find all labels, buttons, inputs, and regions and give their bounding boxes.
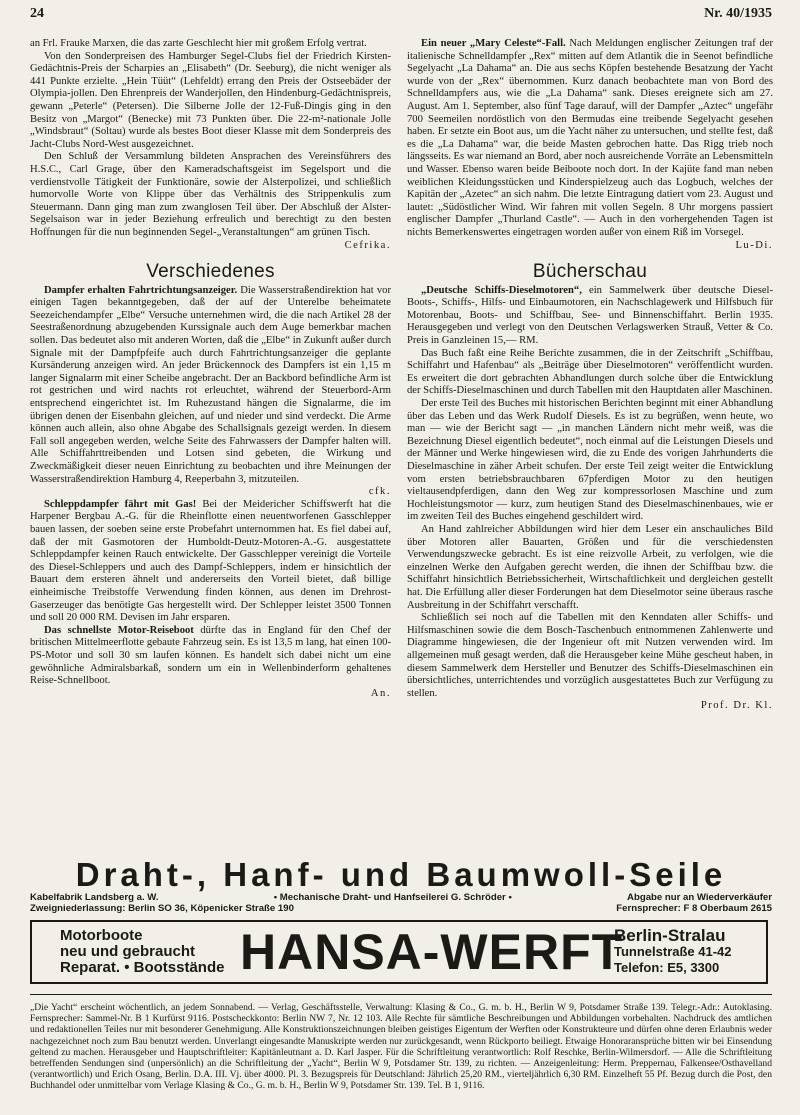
ad-phone: Fernsprecher: F 8 Oberbaum 2615 — [616, 903, 772, 914]
article-paragraph — [407, 38, 773, 240]
book-title: „Deutsche Schiffs-Dieselmotoren“, — [421, 284, 582, 296]
article-paragraph — [30, 499, 391, 625]
page-number: 24 — [30, 6, 44, 21]
ad-company-secondary: • Mechanische Draht- und Hanfseilerei G. Schröder • — [273, 892, 512, 903]
review-paragraph: Der erste Teil des Buches mit historischen Berichten beginnt mit einer Abhandlung über das Leben und das Werk Rudolf Diesels. Es ist zu begrüßen, wenn heute, wo man — wie der Bericht sagt — „in manchen Ländern nicht mehr weiß, was die Bezeichnung Diesel eigentlich bedeutet“, noch einmal auf die Leistungen Diesels und der Männer und Werke hingewiesen wird, die zu Ende des vorigen Jahrhunderts die Dieselmaschine in zäher Arbeit schufen. Der erste Teil zeigt weiter die Entwicklung vom ersten betriebsbrauchbaren 67pferdigen Motor zu den heutigen vieltausendpferdigen, dann den Weg zur kompressorlosen Maschine und zum Hochleistungsmotor — kurz, zum heutigen Stand des Dieselmaschinenbaues, wie er im zweiten Teil des Buches eingehend geschildert wird. — [407, 398, 773, 523]
advertisement-ropes — [30, 856, 772, 914]
ad-brand: HANSA-WERFT — [240, 924, 624, 980]
ad-offer-line: neu und gebraucht — [60, 943, 195, 960]
section-title-verschiedenes: Verschiedenes — [146, 261, 275, 283]
left-column — [30, 38, 391, 700]
article-lead: Ein neuer „Mary Celeste“-Fall. — [421, 38, 566, 49]
review-paragraph: An Hand zahlreicher Abbildungen wird hier dem Leser ein anschauliches Bild über Motoren aller Bauarten, Größen und für die verschiedensten Verwendungszwecke gebracht. Es ist eine reizvolle Arbeit, zu verfolgen, wie die einzelnen Werke den Aufgaben gerecht werden, die ihnen der Schiffbau bzw. die Schiffahrt hinsichtlich Betriebssicherheit, Wirtschaftlichkeit und dergleichen gestellt hat. Die Erfüllung aller dieser Forderungen hat dem Dieselmotor seine überaus rasche Ausbreitung in der Schiffahrt verschafft. — [407, 523, 773, 611]
paragraph: Den Schluß der Versammlung bildeten Ansprachen des Vereinsführers des H.S.C., Carl Grage, über den Kameradschaftsgeist im Segelsport und die verdienstvolle Tätigkeit der Funktionäre, sowie der Alsterpolizei, und schließlich humorvolle Worte von Klippe über das Verhältnis des Strippenkulis zum Steuermann. Dann ging man zum zwanglosen Teil über. Der Abschluß der Alster-Segelsaison war in jeder Beziehung erfreulich und berechtigt zu den besten Hoffnungen für die nun beginnenden Segel-„Veranstaltungen“ am grünen Tisch. — [30, 151, 391, 238]
article-text: dürfte das in England für den Chef der britischen Mittelmeerflotte gebaute Fahrzeug sein. Es ist 13,5 m lang, hat einen 100-PS-Motor und soll 30 sm laufen können. Es handelt sich dabei nicht um eine gewöhnliche Admiralsbarkaß, sondern um ein in Wellenbinderform gehaltenes Reise-Schnellboot. — [30, 624, 391, 687]
author-signature: cfk. — [368, 486, 391, 498]
review-text: ein Sammelwerk über deutsche Diesel-Boots-, Schiffs-, Hilfs- und Einbaumotoren, ein Nachschlagewerk und Hilfsbuch für Motorenbau, Boots- und Schiffbau, See- und Binnenschiffahrt. Berlin 1935. Herausgegeben und verlegt von den Deutschen Verlagswerken Strauß, Vetter & Co. Preis in Ganzleinen 15,— RM. — [407, 284, 773, 347]
article-text: Bei der Meidericher Schiffswerft hat die Harpener Bergbau A.-G. für die Rheinflotte einen neuentworfenen Gasschlepper bauen lassen, der soeben seine erste Probefahrt unternommen hat. Es fiel dabei auf, daß der mit Gasmotoren der Humboldt-Deutz-Motoren-A.-G. ausgestattete Schleppdampfer keinen Rauch entwickelte. Der Gasschlepper vereinigt die Vorteile des Diesel-Schleppers und auch des Dampf-Schleppers, indem er hinsichtlich der Bauart dem ersteren ähnelt und andererseits den Vorteil bietet, daß billige einheimische Treibstoffe Verwendung finden können, aus denen im Drehrost-Gaserzeuger das benötigte Gas hergestellt wird. Der Schlepper leistet 3500 Tonnen und soll 20 000 RM. Devisen im Jahr ersparen. — [30, 498, 392, 624]
review-paragraph — [407, 285, 773, 348]
ad-phone: Telefon: E5, 3300 — [614, 960, 720, 975]
ad-offer-line: Motorboote — [60, 927, 143, 944]
review-paragraph: Das Buch faßt eine Reihe Berichte zusammen, die in der Zeitschrift „Schiffbau, Schiffahrt und Hafenbau“ als „Beiträge über Dieselmotoren“ veröffentlicht wurden. Es erweitert die dort gebrachten Abhandlungen durch solche über die Entwicklung der Schiffs-Dieselmaschinen und durch Tabellen mit den Hauptdaten aller Maschinen. — [407, 347, 773, 397]
review-paragraph: Schließlich sei noch auf die Tabellen mit den Kenndaten aller Schiffs- und Hilfsmaschinen sowie die dem Bosch-Taschenbuch entnommenen Zahlenwerte und Diagramme hingewiesen, die der Ingenieur oft mit Nutzen verwenden wird. Im allgemeinen muß gesagt werden, daß die Herausgeber keine Mühe gescheut haben, in diesem Sammelwerk dem Hersteller und Benutzer des Schiffs-Dieselmaschinen ein übersichtliches, unterrichtendes und vorzüglich ausgestattetes Buch zur Verfügung zu stellen. — [407, 612, 773, 699]
article-lead: Dampfer erhalten Fahrtrichtungsanzeiger. — [44, 284, 238, 296]
right-column — [407, 38, 773, 713]
article-text: Die Wasserstraßendirektion hat vor einigen Tagen bekanntgegeben, daß der auf der Unterelbe beheimatete Seezeichendampfer „Elbe“ Versuche unternehmen wird, die die nach Artikel 28 der Seestraßenordnung abzugebenden Kurssignale auch dem Auge bemerkbar machen sollen. Das bedeutet also mit anderen Worten, daß die „Elbe“ in Zukunft außer durch Signale mit der Dampfpfeife auch durch Fahrtrichtungsanzeiger die geplante Kursänderung anzeigen wird. An jeder Brückennock des Dampfers ist ein 1,15 m langer Signalarm mit einer Scheibe angebracht. Der an Backbord befindliche Arm ist rot gestrichen und wird nachts rot erleuchtet, während der Steuerbord-Arm entsprechend eingerichtet ist. Im Ruhezustand hängen die Signalarme, die im übrigen denen der Eisenbahn gleichen, auf und nieder und sind verdeckt. Die Arme können auch allein, also ohne Abgabe des Schallsignals gezeigt werden. In diesem Fall soll angegeben werden, welche Seite des Fahrwassers der Dampfer halten will. Alle Schiffahrttreibenden und Lotsen sind gebeten, die Wirkung und Zweckmäßigkeit dieser neuen Einrichtung zu beobachten und ihre Meinungen der Wasserstraßendirektion Hamburg 4, Reeperbahn 3, mitzuteilen. — [30, 284, 391, 485]
ad-city: Berlin-Stralau — [614, 926, 726, 945]
author-signature: Cefrika. — [344, 239, 391, 251]
ad-headline: Draht-, Hanf- und Baumwoll-Seile — [75, 856, 727, 893]
ad-offer — [60, 928, 224, 976]
section-title-buecherschau: Bücherschau — [532, 261, 648, 283]
ad-note: Abgabe nur an Wiederverkäufer — [627, 892, 772, 903]
article-lead: Schleppdampfer fährt mit Gas! — [44, 498, 197, 510]
advertisement-hansa-werft — [30, 920, 768, 984]
ad-line — [30, 903, 772, 914]
ad-company: Kabelfabrik Landsberg a. W. — [30, 892, 159, 903]
ad-contact — [614, 928, 732, 976]
author-signature: Lu-Di. — [735, 239, 773, 251]
page-header — [30, 6, 772, 28]
ad-street: Tunnelstraße 41-42 — [614, 944, 732, 959]
paragraph: an Frl. Frauke Marxen, die das zarte Geschlecht hier mit großem Erfolg vertrat. — [30, 38, 367, 49]
author-signature: An. — [370, 687, 391, 699]
ad-branch-address: Zweigniederlassung: Berlin SO 36, Köpenicker Straße 190 — [30, 903, 294, 914]
divider — [30, 994, 772, 995]
publisher-imprint: „Die Yacht“ erscheint wöchentlich, an jedem Sonnabend. — Verlag, Geschäftsstelle, Verwaltung: Klasing & Co., G. m. b. H., Berlin W 9, Potsdamer Straße 139. Telegr.-Adr.: Autoklasing. Fernsprecher: Sammel-Nr. B 1 Kurfürst 9116. Postscheckkonto: Berlin NW 7, Nr. 12 103. Alle Rechte für sämtliche Beschreibungen und Abbildungen vorbehalten. Nachdruck des amtlichen und redaktionellen Teiles nur mit besonderer Genehmigung. Alle Konstruktionszeichnungen bleiben geistiges Eigentum der Werften oder Konstrukteure und dürfen ohne deren Erlaubnis weder nachgezeichnet noch zum Bau benutzt werden. Unverlangt eingesandte Manuskripte werden nur zurückgesandt, wenn Rückporto beiliegt. Etwaige Honoraransprüche bitten wir bei Einsendung geltend zu machen. Herausgeber und Hauptschriftleiter: Kapitänleutnant a. D. Karl Jasper. Für die Schriftleitung verantwortlich: Rolf Reschke, Berlin-Wilmersdorf. — Alle die Schriftleitung betreffenden Sendungen sind (unpersönlich) an die Schriftleitung der „Yacht“, Berlin W 9, Potsdamer Str. 139, zu richten. — Anzeigenleitung: Herm. Preppernau, Falkensee/Osthavelland (verantwortlich) und Erich Osang, Berlin. D.A. III. Vj. über 4000. Pl. 3. Bezugspreis für Deutschland: Jährlich 25,20 RM., vierteljährlich 6,30 RM. Einzelheft 55 Pf. Bezug durch die Post, den Buchhandel oder unmittelbar vom Verlage Klasing & Co., G. m. b. H., Berlin W 9, Potsdamer Str. 139. Tel. B 1, 9116. — [30, 1002, 772, 1092]
article-paragraph — [30, 285, 391, 487]
issue-number: Nr. 40/1935 — [704, 6, 772, 21]
ad-offer-line: Reparat. • Bootsstände — [60, 959, 225, 976]
paragraph: Von den Sonderpreisen des Hamburger Segel-Clubs fiel der Friedrich Kirsten-Gedächtnis-Preis der Scharpies an „Elisabeth“ (Dr. Seeburg), die nicht weniger als 441 Punkte erzielte. „Hein Tüüt“ (Lehfeldt) errang den Preis der Ostseebäder der Olympia-jollen. Den Ehrenpreis der Wanderjollen, den Hindenburg-Gedächtnispreis, gewann „Peterle“ (Petersen). Die Silberne Jolle der 12-Fuß-Dingis ging in den Besitz von „Margot“ (Benecke) mit 73 Punkten über. Die 22-m²-nationale Jolle „Windsbraut“ (Soltau) wurde als bestes Boot dieser Klasse mit dem Sonderpreis des Jacht-Clubs Nord-West ausgezeichnet. — [30, 50, 391, 150]
ad-line — [30, 892, 772, 903]
article-paragraph — [30, 625, 391, 688]
author-signature: Prof. Dr. Kl. — [700, 700, 773, 712]
article-lead: Das schnellste Motor-Reiseboot — [44, 624, 194, 636]
article-text: Nach Meldungen englischer Zeitungen traf der italienische Schnelldampfer „Rex“ mitten auf dem Atlantik die in Seenot befindliche Segelyacht „La Dahama“ an. Die aus sechs Köpfen bestehende Besatzung der Yacht wurde von der „Rex“ übernommen. Kurz danach beobachtete man von Bord des Schnelldampfers aus, wie die „La Dahama“ sank. Dieses ereignete sich am 27. August. Am 1. September, also fünf Tage darauf, will der Dampfer „Aztec“ ungefähr 700 Seemeilen nordöstlich von den Bermudas eine treibende Segelyacht gesehen haben. Er setzte ein Boot aus, um die Yacht näher zu untersuchen, und stellte fest, daß es die „La Dahama“ war, die beide Masten gebrochen hatte. Das Rigg trieb noch längsseits. Es war niemand an Bord, aber noch ausreichende Vorräte an Lebensmitteln und Wasser. Ebenso waren beide Beiboote noch dort. In der Kajüte fand man neben weiblichen Kleidungsstücken und Kinderspielzeug auch das Logbuch, welches der Kapitän der „Azetec“ an sich nahm. Die letzte Eintragung datiert vom 23. August und lautet: „Südöstlicher Wind. Wir fahren mit vollen Segeln. 8 Uhr morgens passiert englischer Dampfer „Thurland Castle“. — Auch in den vorhergehenden Tagen ist nichts Bemerkenswertes eingetragen worden außer von einem Riß im Vorsegel. — [407, 38, 773, 238]
